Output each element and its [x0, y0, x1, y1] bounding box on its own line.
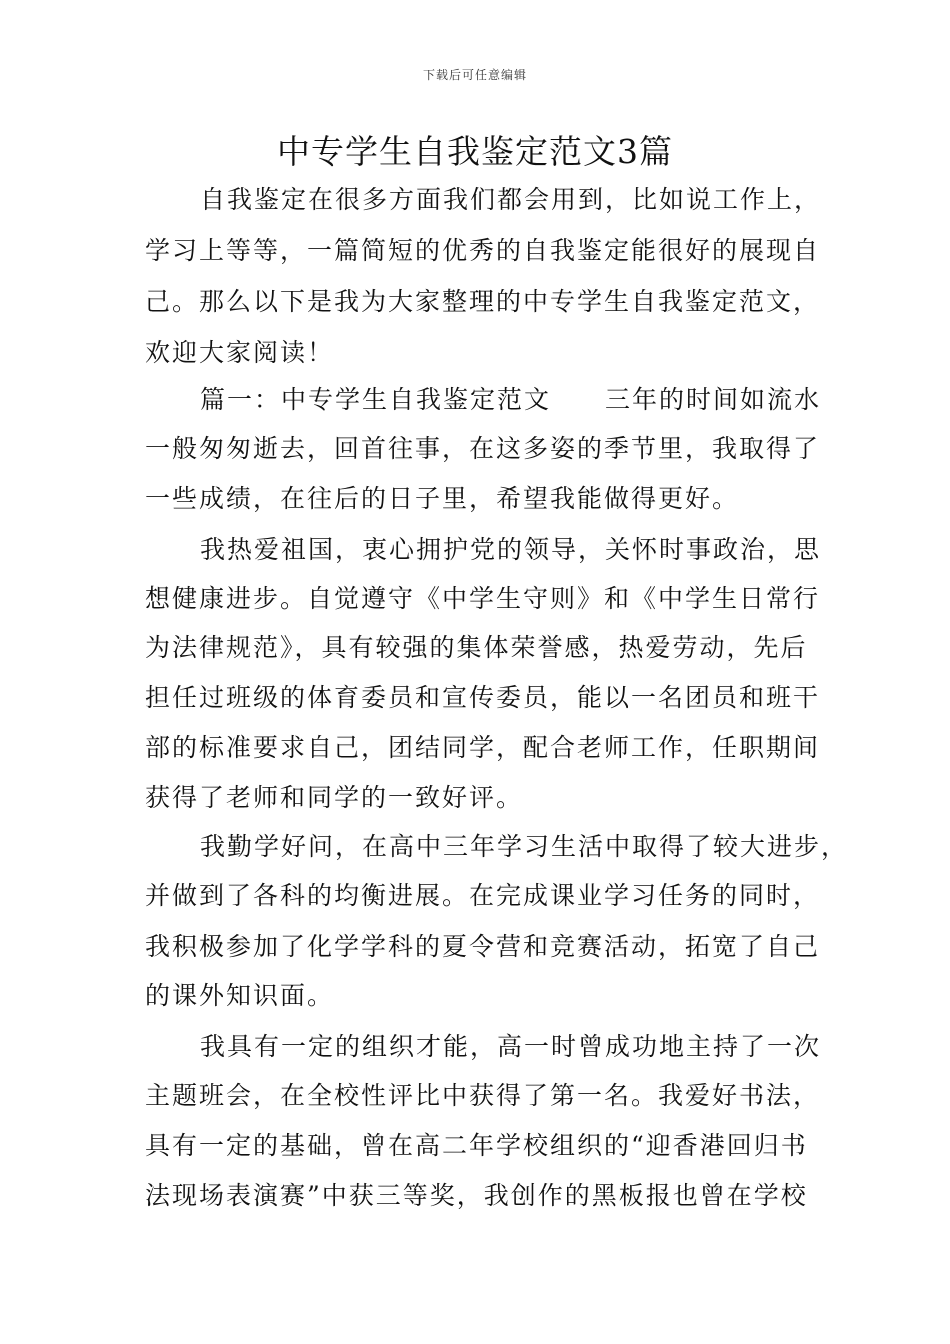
text-line: 想健康进步。自觉遵守《中学生守则》和《中学生日常行	[145, 584, 821, 613]
text-line: 我具有一定的组织才能，高一时曾成功地主持了一次	[200, 1032, 822, 1061]
text-line: 具有一定的基础，曾在高二年学校组织的“迎香港回归书	[145, 1131, 808, 1160]
text-line: 并做到了各科的均衡进展。在完成课业学习任务的同时，	[145, 881, 821, 910]
document-title: 中专学生自我鉴定范文3篇	[277, 132, 673, 171]
text-line: 我积极参加了化学学科的夏令营和竞赛活动，拓宽了自己	[145, 932, 821, 961]
text-line: 欢迎大家阅读！	[145, 338, 335, 367]
text-line: 一些成绩，在往后的日子里，希望我能做得更好。	[145, 484, 740, 513]
text-line: 部的标准要求自己，团结同学，配合老师工作，任职期间	[145, 733, 821, 762]
text-line: 主题班会，在全校性评比中获得了第一名。我爱好书法，	[145, 1081, 821, 1110]
text-line: 的课外知识面。	[145, 981, 335, 1010]
text-line: 一般匆匆逝去，回首往事，在这多姿的季节里，我取得了	[145, 434, 821, 463]
text-line: 为法律规范》，具有较强的集体荣誉感，热爱劳动，先后	[145, 633, 808, 662]
text-line: 担任过班级的体育委员和宣传委员，能以一名团员和班干	[145, 683, 821, 712]
text-line: 获得了老师和同学的一致好评。	[145, 783, 524, 812]
header-note: 下载后可任意编辑	[422, 68, 527, 82]
text-line: 自我鉴定在很多方面我们都会用到，比如说工作上，	[200, 185, 822, 214]
text-line: 法现场表演赛”中获三等奖，我创作的黑板报也曾在学校	[145, 1181, 808, 1210]
text-line: 学习上等等，一篇简短的优秀的自我鉴定能很好的展现自	[145, 236, 821, 265]
text-line: 篇一：中专学生自我鉴定范文 三年的时间如流水	[200, 385, 822, 414]
text-line: 己。那么以下是我为大家整理的中专学生自我鉴定范文，	[145, 287, 821, 316]
text-line: 我勤学好问，在高中三年学习生活中取得了较大进步，	[200, 832, 849, 861]
text-line: 我热爱祖国，衷心拥护党的领导，关怀时事政治，思	[200, 535, 822, 564]
